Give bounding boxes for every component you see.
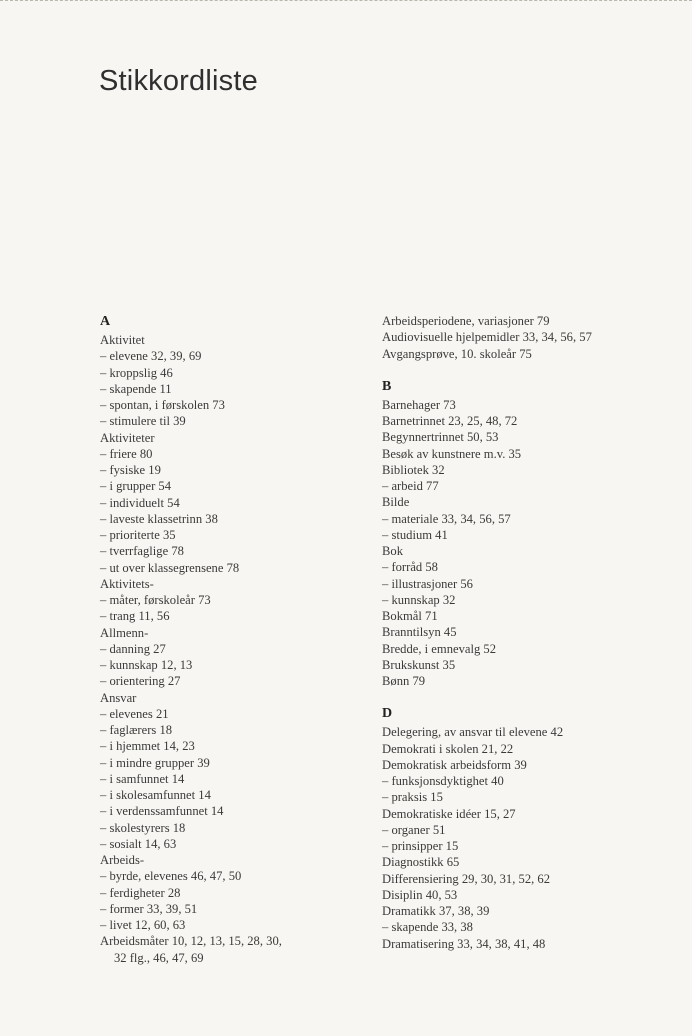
index-entry: Arbeids- [100,853,145,867]
index-entry: – materiale 33, 34, 56, 57 [382,511,511,526]
index-entry: – prinsipper 15 [382,839,459,853]
index-entry: Dramatisering 33, 34, 38, 41, 48 [382,936,546,951]
index-entry: – stimulere til 39 [100,414,186,429]
index-entry: – arbeid 77 [382,479,439,493]
page-top-edge [0,0,692,2]
index-column-left [100,313,350,966]
index-entry: Arbeidsperiodene, variasjoner 79 [382,314,550,328]
index-entry: Brukskunst 35 [382,657,456,672]
index-column-right [382,313,662,952]
index-entry: Disiplin 40, 53 [382,887,458,902]
index-entry: Besøk av kunstnere m.v. 35 [382,446,522,461]
index-entry: – skolestyrers 18 [100,820,186,835]
index-entry: – spontan, i førskolen 73 [100,398,225,412]
index-entry: Audiovisuelle hjelpemidler 33, 34, 56, 57 [382,330,592,345]
index-entry: – prioriterte 35 [100,528,176,542]
index-entry: – fysiske 19 [100,463,161,477]
index-entry: – individuelt 54 [100,495,180,510]
index-entry: – trang 11, 56 [100,609,170,624]
index-entry: Bokmål 71 [382,609,438,623]
section-letter-b: B [382,378,392,394]
index-entry: Bredde, i emnevalg 52 [382,641,497,656]
index-entry: – i skolesamfunnet 14 [100,788,211,802]
index-entry: Demokratisk arbeidsform 39 [382,757,527,772]
index-entry: Barnetrinnet 23, 25, 48, 72 [382,414,518,428]
index-entry: – byrde, elevenes 46, 47, 50 [100,869,242,884]
index-entry: – i verdenssamfunnet 14 [100,804,224,819]
index-entry: – faglærers 18 [100,723,173,737]
index-entry: – illustrasjoner 56 [382,576,473,591]
index-entry: – orientering 27 [100,674,181,689]
index-entry: – studium 41 [382,527,448,542]
index-entry: – danning 27 [100,641,166,656]
index-entry: Diagnostikk 65 [382,855,460,870]
entries-b [382,397,662,690]
index-entry: Differensiering 29, 30, 31, 52, 62 [382,871,551,886]
index-entry: Branntilsyn 45 [382,625,457,640]
index-entry: – måter, førskoleår 73 [100,593,211,607]
index-entry: Barnehager 73 [382,397,456,412]
index-entry: – organer 51 [382,822,446,837]
index-entry: – livet 12, 60, 63 [100,918,186,932]
index-entry: – tverrfaglige 78 [100,544,184,559]
index-entry: Begynnertrinnet 50, 53 [382,430,499,445]
section-letter-d: D [382,706,393,722]
index-entry: – ut over klassegrensene 78 [100,560,240,575]
index-entry: Bok [382,544,403,558]
index-entry: – forråd 58 [382,560,438,575]
index-entry: – kunnskap 32 [382,592,456,607]
index-entry: Allmenn- [100,625,149,640]
index-entry: – praksis 15 [382,790,443,805]
index-entry: Delegering, av ansvar til elevene 42 [382,725,564,740]
index-entry: – skapende 11 [100,381,172,396]
index-entry: Aktiviteter [100,430,155,445]
index-entry: – friere 80 [100,446,153,461]
index-entry: Demokrati i skolen 21, 22 [382,741,514,756]
index-entry: Avgangsprøve, 10. skoleår 75 [382,346,532,361]
index-entry: – i mindre grupper 39 [100,755,210,770]
index-entry: – elevene 32, 39, 69 [100,349,202,364]
index-entry: – kroppslig 46 [100,365,173,380]
index-entry: – sosialt 14, 63 [100,836,177,851]
index-entry: – laveste klassetrinn 38 [100,511,218,526]
index-entry: Dramatikk 37, 38, 39 [382,904,490,918]
index-entry: – i hjemmet 14, 23 [100,739,195,754]
page-title: Stikkordliste [99,65,258,98]
index-entry: Aktivitet [100,333,145,347]
index-entry: – i samfunnet 14 [100,771,185,786]
index-entry: Demokratiske idéer 15, 27 [382,806,516,821]
index-entry: Bibliotek 32 [382,462,445,477]
section-gap [382,362,662,378]
index-entry: Arbeidsmåter 10, 12, 13, 15, 28, 30, [100,934,282,949]
index-entry: Aktivitets- [100,576,154,591]
index-entry: – funksjonsdyktighet 40 [382,774,504,788]
index-entry: – skapende 33, 38 [382,920,473,935]
index-entry: Ansvar [100,690,137,705]
entries-a [100,332,350,950]
index-entry: Bilde [382,495,410,510]
index-entry: – ferdigheter 28 [100,885,181,900]
index-entry: – elevenes 21 [100,706,169,721]
section-gap [382,689,662,705]
index-entry-continuation: 32 flg., 46, 47, 69 [114,950,204,965]
section-letter-a: A [100,314,111,329]
index-entry: – kunnskap 12, 13 [100,658,193,672]
index-entry: – former 33, 39, 51 [100,901,198,916]
index-entry: – i grupper 54 [100,479,171,494]
entries-d [382,724,662,952]
entries-a-continued [382,313,662,362]
index-entry: Bønn 79 [382,674,426,688]
